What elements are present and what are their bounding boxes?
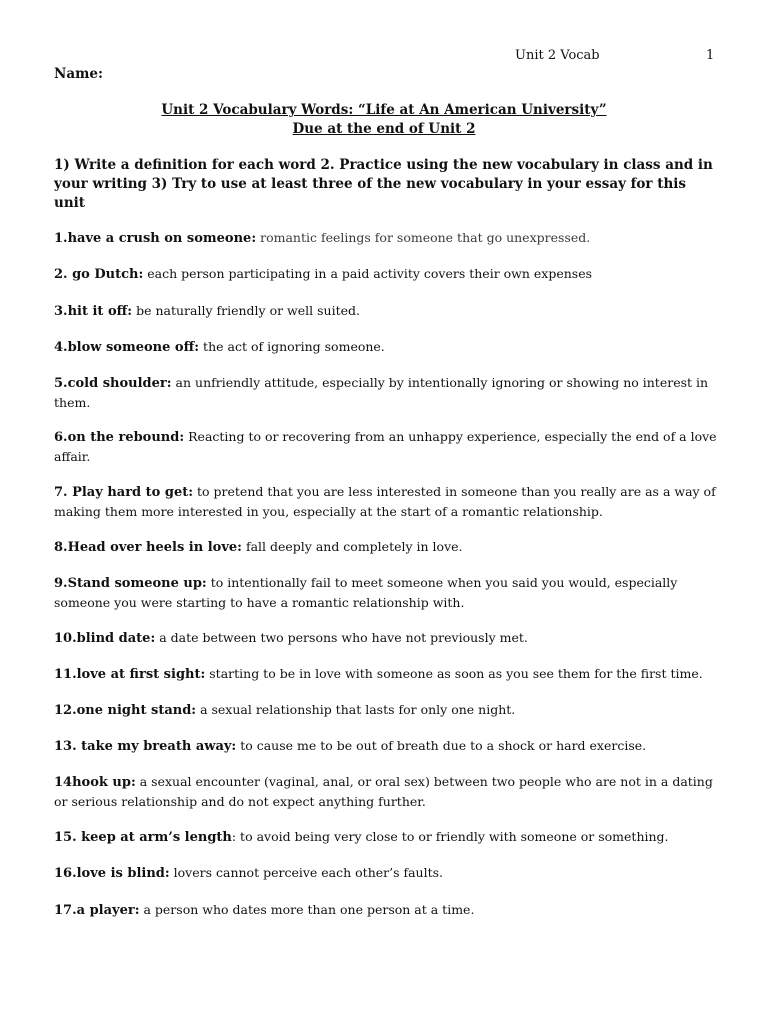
vocab-term: 16.love is blind: xyxy=(54,866,170,881)
vocab-definition: to cause me to be out of breath due to a shock or hard exercise. xyxy=(236,738,647,753)
vocab-term: 2. go Dutch: xyxy=(54,267,144,282)
page-number: 1 xyxy=(706,48,715,63)
vocab-item xyxy=(54,863,718,883)
vocab-definition: to pretend that you are less interested in someone than you really are as a way of making them more interested in you, especially at the start of a romantic relationship. xyxy=(54,484,716,519)
vocab-definition: romantic feelings for someone that go unexpressed. xyxy=(256,230,591,245)
vocab-item xyxy=(54,664,718,684)
vocab-definition: to intentionally fail to meet someone when you said you would, especially someone you were starting to have a romantic relationship with. xyxy=(54,575,678,610)
vocab-definition: each person participating in a paid activity covers their own expenses xyxy=(143,266,593,281)
vocab-definition: : to avoid being very close to or friendly with someone or something. xyxy=(231,829,669,844)
document-title: Unit 2 Vocabulary Words: “Life at An American University” xyxy=(161,102,607,118)
vocab-definition: a sexual encounter (vaginal, anal, or oral sex) between two people who are not in a dating or serious relationship and do not expect anything further. xyxy=(54,774,713,809)
vocab-term: 12.one night stand: xyxy=(54,703,197,718)
vocab-term: 9.Stand someone up: xyxy=(54,576,207,591)
vocab-item xyxy=(54,573,718,612)
vocab-item xyxy=(54,900,718,920)
vocab-definition: be naturally friendly or well suited. xyxy=(132,303,360,318)
header-title: Unit 2 Vocab xyxy=(515,48,600,63)
vocab-term: 15. keep at arm’s length xyxy=(54,830,232,845)
vocab-definition: the act of ignoring someone. xyxy=(199,339,385,354)
vocab-item xyxy=(54,301,718,321)
vocab-term: 7. Play hard to get: xyxy=(54,485,194,500)
vocab-definition: starting to be in love with someone as soon as you see them for the first time. xyxy=(205,666,703,681)
vocab-term: 13. take my breath away: xyxy=(54,739,237,754)
vocab-item xyxy=(54,427,718,466)
name-label: Name: xyxy=(54,66,103,82)
vocab-item xyxy=(54,700,718,720)
vocab-item xyxy=(54,827,718,847)
vocab-item xyxy=(54,373,718,412)
vocab-item xyxy=(54,482,718,521)
vocab-definition: lovers cannot perceive each other’s faults. xyxy=(169,865,444,880)
vocab-term: 10.blind date: xyxy=(54,631,156,646)
vocab-definition: a sexual relationship that lasts for only one night. xyxy=(196,702,516,717)
vocab-item xyxy=(54,228,718,248)
vocab-definition: a person who dates more than one person at a time. xyxy=(139,902,475,917)
vocab-item xyxy=(54,537,718,557)
vocab-definition: a date between two persons who have not previously met. xyxy=(155,630,528,645)
vocab-item xyxy=(54,264,718,284)
vocab-term: 3.hit it off: xyxy=(54,304,133,319)
vocab-term: 17.a player: xyxy=(54,903,140,918)
vocab-item xyxy=(54,736,718,756)
vocab-term: 8.Head over heels in love: xyxy=(54,540,242,555)
vocab-definition: an unfriendly attitude, especially by intentionally ignoring or showing no interest in them. xyxy=(54,375,709,410)
vocab-item xyxy=(54,628,718,648)
vocab-term: 1.have a crush on someone: xyxy=(54,231,257,246)
vocab-term: 14hook up: xyxy=(54,775,136,790)
vocab-item xyxy=(54,772,718,811)
vocab-term: 6.on the rebound: xyxy=(54,430,185,445)
due-date-subtitle: Due at the end of Unit 2 xyxy=(292,121,476,137)
vocab-definition: Reacting to or recovering from an unhappy experience, especially the end of a love affair. xyxy=(54,429,717,464)
instructions: 1) Write a definition for each word 2. Practice using the new vocabulary in class and in your writing 3) Try to use at least three of the new vocabulary in your essay for this unit xyxy=(54,157,713,211)
vocab-term: 11.love at first sight: xyxy=(54,667,206,682)
vocab-item xyxy=(54,337,718,357)
vocab-definition: fall deeply and completely in love. xyxy=(241,539,463,554)
vocab-term: 5.cold shoulder: xyxy=(54,376,172,391)
vocab-term: 4.blow someone off: xyxy=(54,340,200,355)
